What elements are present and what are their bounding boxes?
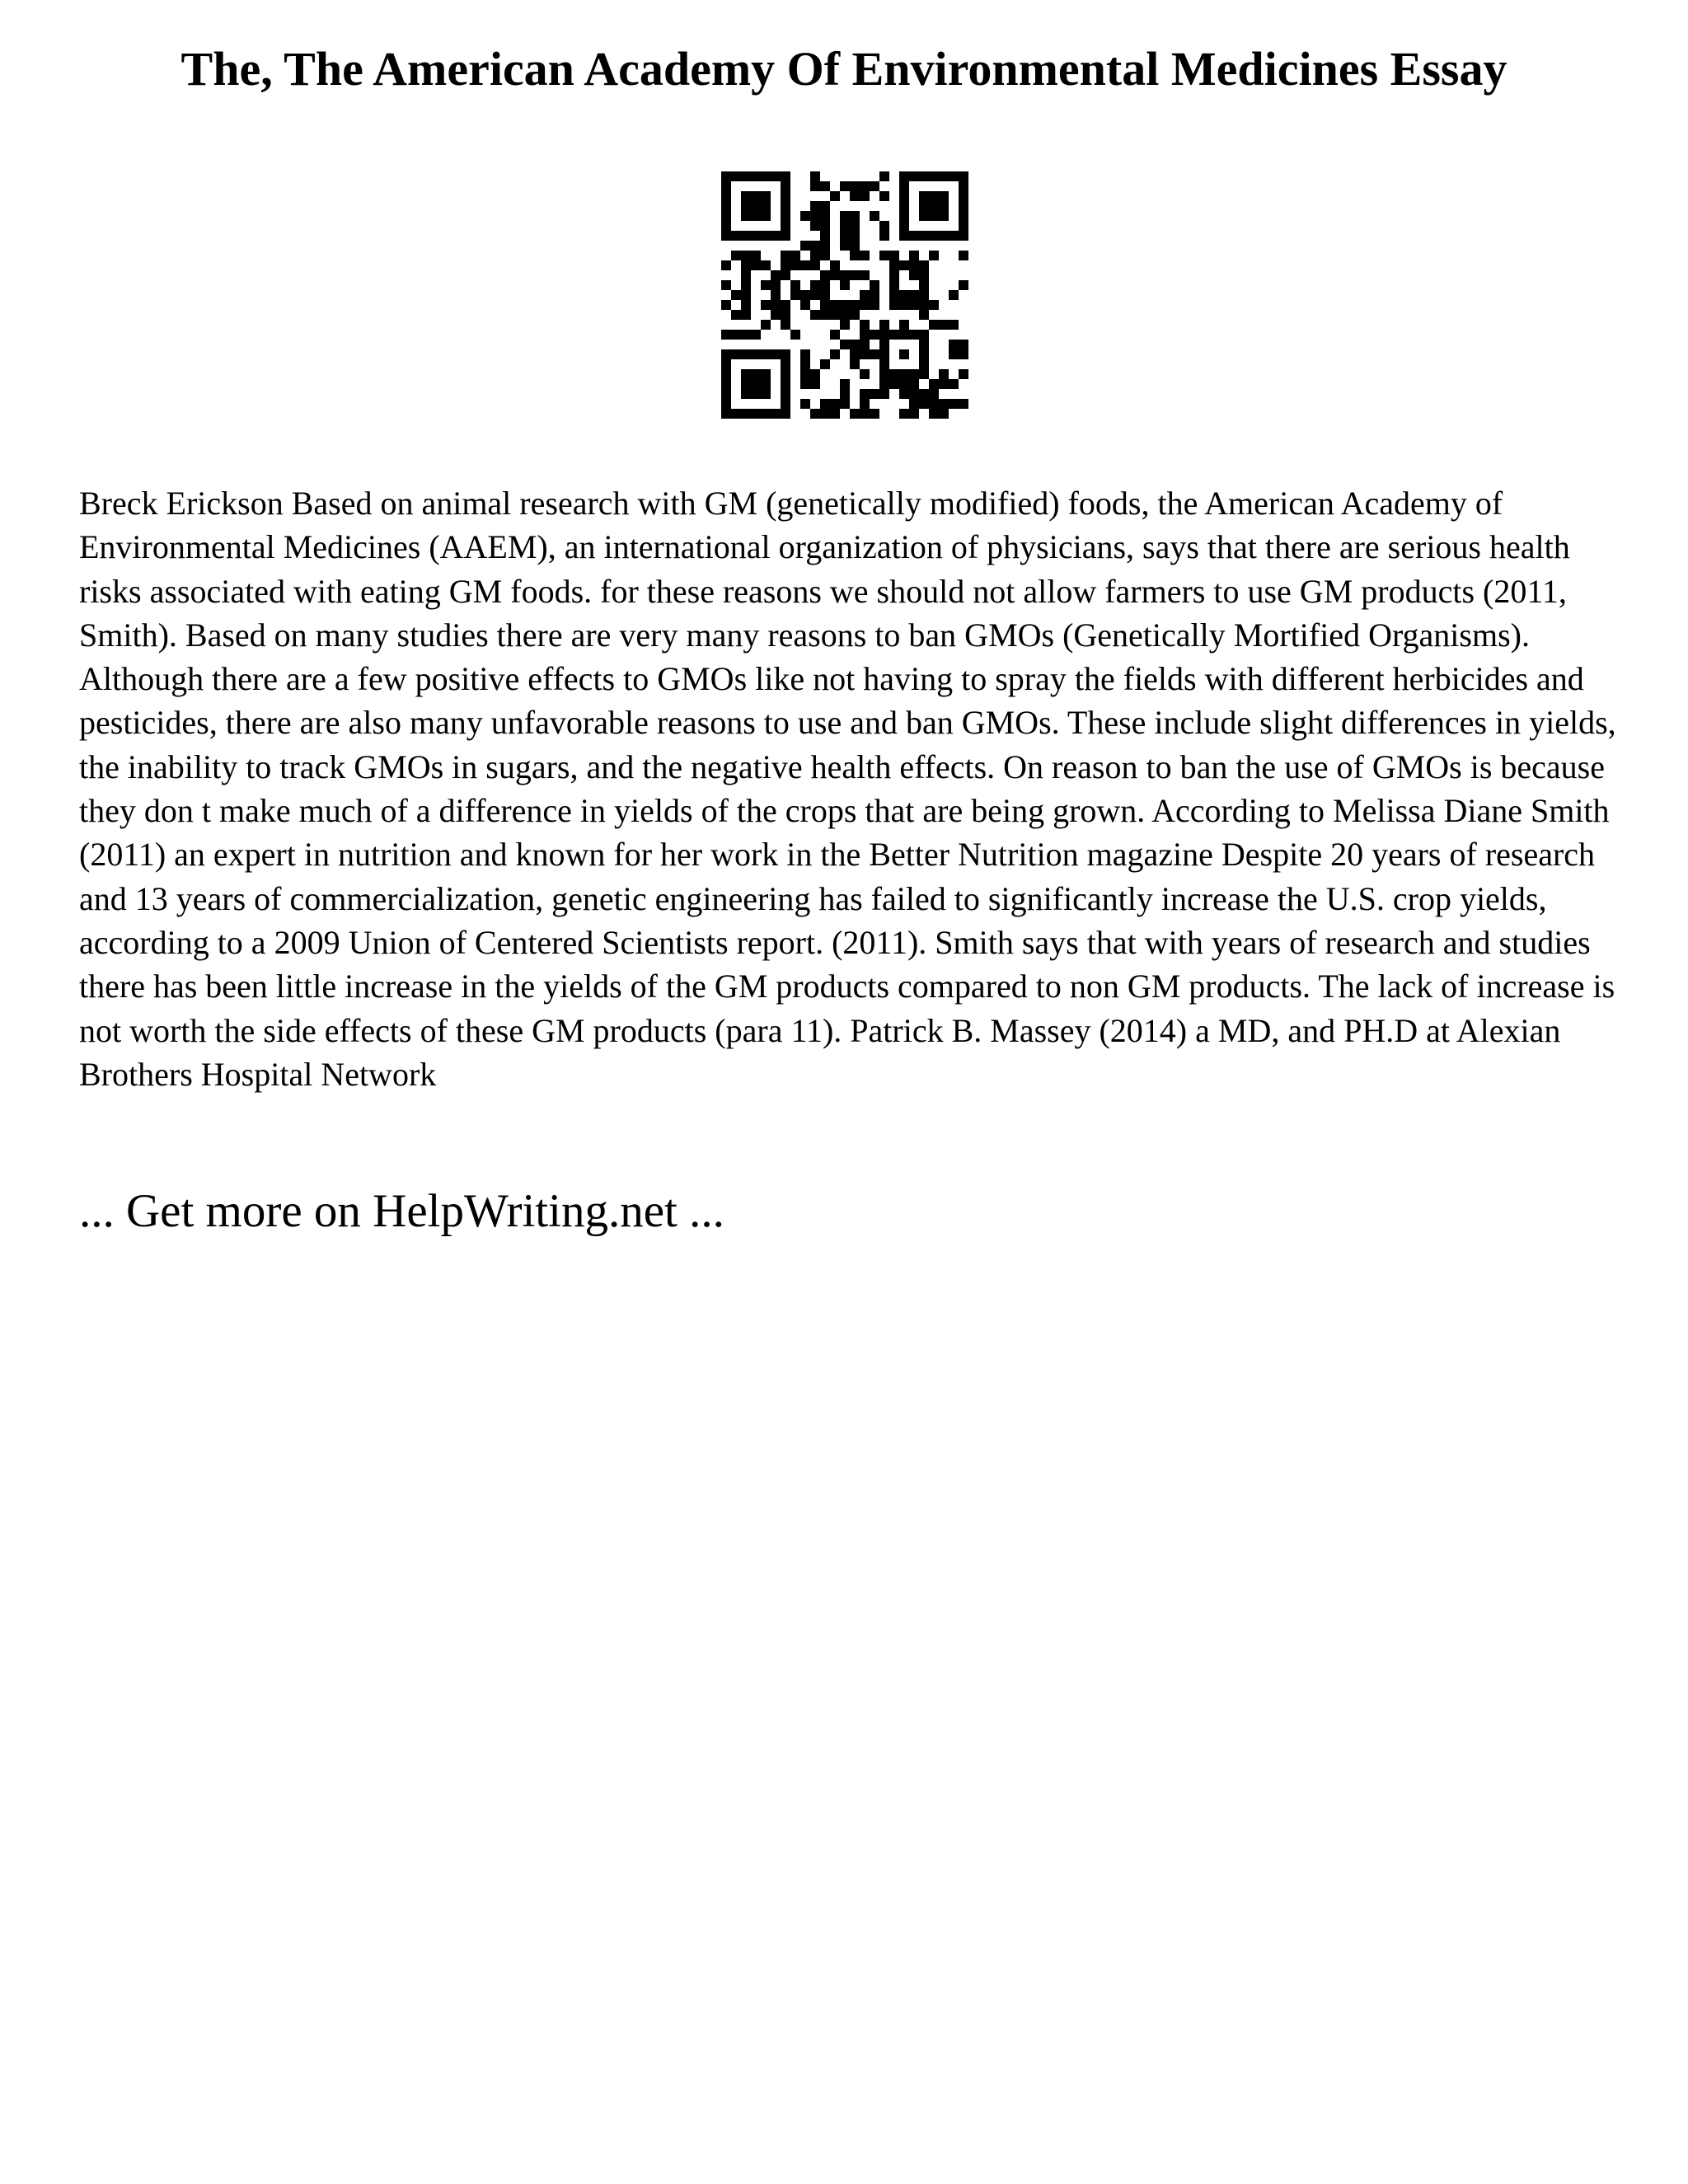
page-title: The, The American Academy Of Environmental Medicines Essay <box>181 42 1507 96</box>
qr-code-icon[interactable] <box>721 171 968 419</box>
essay-excerpt: Breck Erickson Based on animal research with GM (genetically modified) foods, the American Academy of Environmental Medicines (AAEM), an international organization of physicians, says that there are serious health risks associated with eating GM foods. for these reasons we should not allow farmers to use GM products (2011, Smith). Based on many studies there are very many reasons to ban GMOs (Genetically Mortified Organisms). Although there are a few positive effects to GMOs like not having to spray the fields with different herbicides and pesticides, there are also many unfavorable reasons to use and ban GMOs. These include slight differences in yields, the inability to track GMOs in sugars, and the negative health effects. On reason to ban the use of GMOs is because they don t make much of a difference in yields of the crops that are being grown. According to Melissa Diane Smith (2011) an expert in nutrition and known for her work in the Better Nutrition magazine Despite 20 years of research and 13 years of commercialization, genetic engineering has failed to significantly increase the U.S. crop yields, according to a 2009 Union of Centered Scientists report. (2011). Smith says that with years of research and studies there has been little increase in the yields of the GM products compared to non GM products. The lack of increase is not worth the side effects of these GM products (para 11). Patrick B. Massey (2014) a MD, and PH.D at Alexian Brothers Hospital Network <box>79 485 1616 1093</box>
get-more-link[interactable]: ... Get more on HelpWriting.net ... <box>79 1185 724 1237</box>
